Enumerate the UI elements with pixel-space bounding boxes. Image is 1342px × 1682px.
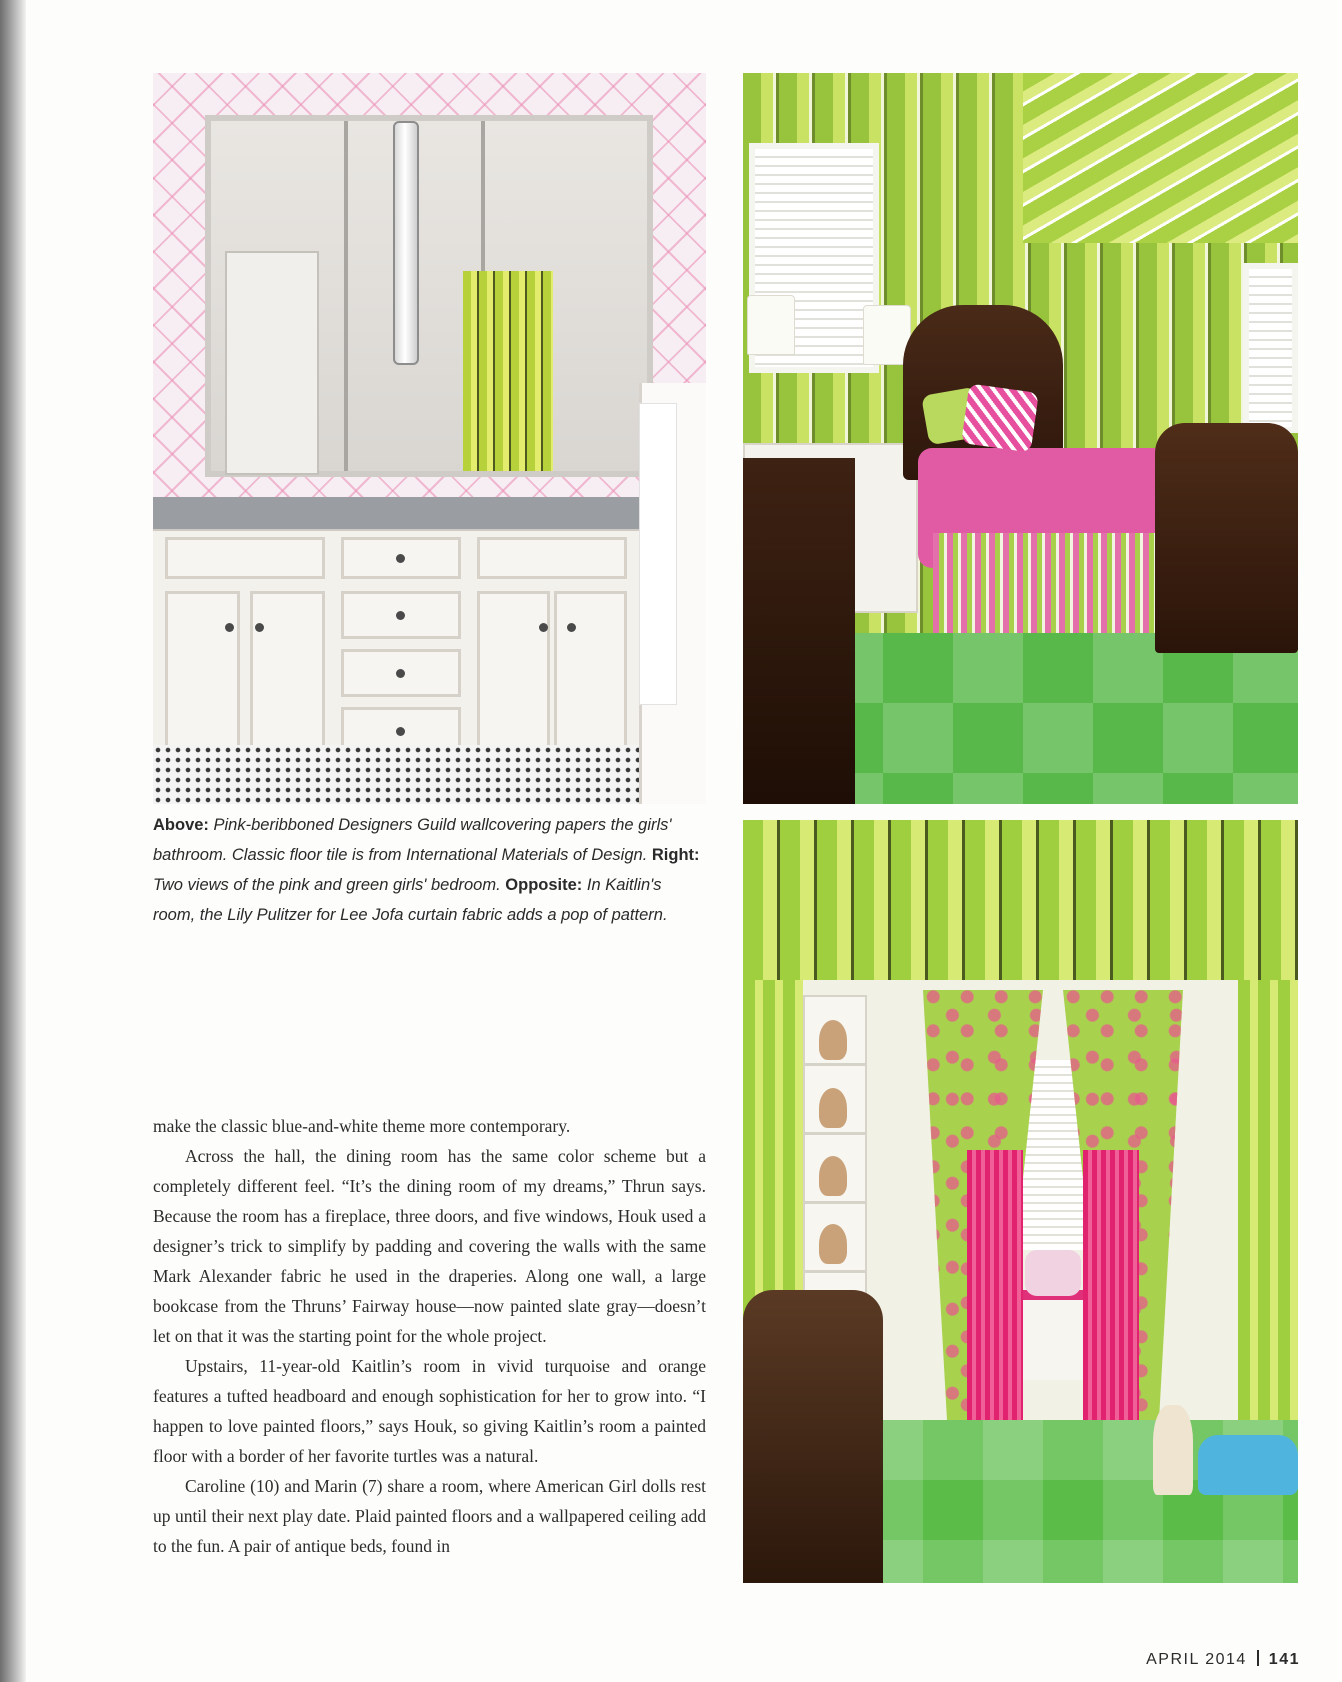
doll	[819, 1224, 847, 1264]
lamp-shade	[747, 295, 795, 355]
toy-horse	[1153, 1405, 1193, 1495]
caption-text-opposite: In Kaitlin's room, the Lily Pulitzer for Lee Jofa curtain fabric adds a pop of pattern.	[153, 876, 668, 924]
knob	[255, 623, 264, 632]
reflected-striped-wall	[463, 271, 553, 471]
knob	[396, 554, 405, 563]
pink-sheer-left	[967, 1150, 1023, 1440]
second-bed-footboard	[743, 458, 855, 804]
folio-divider	[1257, 1650, 1259, 1666]
mirror-divider	[344, 121, 348, 471]
page-number: 141	[1268, 1651, 1300, 1668]
vanity-drawer	[477, 537, 627, 579]
striped-ceiling	[1023, 73, 1298, 243]
antique-bed-end	[743, 1290, 883, 1583]
knob	[396, 727, 405, 736]
knob	[396, 669, 405, 678]
photo-caption	[153, 810, 701, 930]
caption-text-above: Pink-beribboned Designers Guild wallcovering papers the girls' bathroom. Classic floor tile is from International Materials of Design.	[153, 816, 672, 864]
basketweave-tile-floor	[153, 745, 706, 804]
medicine-cabinet-mirror	[205, 115, 653, 477]
vanity-door	[477, 591, 550, 756]
body-paragraph: make the classic blue-and-white theme more contemporary.	[153, 1116, 571, 1136]
pink-sheer-right	[1083, 1150, 1139, 1440]
bathroom-photo	[153, 73, 706, 804]
doll	[819, 1020, 847, 1060]
vanity-door	[165, 591, 240, 756]
doll	[819, 1156, 847, 1196]
vanity-countertop	[153, 497, 639, 529]
striped-ceiling	[743, 820, 1298, 980]
knob	[396, 611, 405, 620]
body-paragraph: Across the hall, the dining room has the same color scheme but a completely different feel. “It’s the dining room of my dreams,” Thrun says. Because the room has a fireplace, three doors, and five windows, Houk used a designer’s trick to simplify by padding and covering the walls with the same Mark Alexander fabric he used in the draperies. Along one wall, a large bookcase from the Thruns’ Fairway house—now painted slate gray—doesn’t let on that it was the starting point for the whole project.	[153, 1146, 706, 1346]
issue-date: APRIL 2014	[1146, 1651, 1247, 1668]
caption-label-right: Right:	[651, 846, 700, 864]
knob	[225, 623, 234, 632]
toy-car	[1198, 1435, 1298, 1495]
striped-wall	[1238, 980, 1298, 1420]
reflected-cabinet	[225, 251, 319, 475]
vanity-drawer	[165, 537, 325, 579]
window-seat	[1013, 1290, 1093, 1380]
knob	[539, 623, 548, 632]
article-body	[153, 1111, 706, 1561]
vanity-door	[250, 591, 325, 756]
knob	[567, 623, 576, 632]
body-paragraph: Caroline (10) and Marin (7) share a room, where American Girl dolls rest up until their next play date. Plaid painted floors and a wallpapered ceiling add to the fun. A pair of antique beds, found in	[153, 1476, 706, 1556]
bedroom-photo-bottom	[743, 820, 1298, 1583]
caption-text-right: Two views of the pink and green girls' bedroom.	[153, 876, 506, 894]
body-paragraph: Upstairs, 11-year-old Kaitlin’s room in vivid turquoise and orange features a tufted headboard and enough sophistication for her to grow into. “I happen to love painted floors,” says Houk, so giving Kaitlin’s room a painted floor with a border of her favorite turtles was a natural.	[153, 1356, 706, 1466]
caption-label-opposite: Opposite:	[505, 876, 583, 894]
caption-label-above: Above:	[153, 816, 209, 834]
antique-footboard	[1155, 423, 1298, 653]
doll	[819, 1088, 847, 1128]
wall-sconce	[393, 121, 419, 365]
shuttered-window	[1243, 263, 1298, 433]
vanity-door	[554, 591, 627, 756]
pink-check-pillow	[961, 383, 1039, 452]
page-folio	[1130, 1650, 1300, 1669]
window-seat-pillow	[1025, 1250, 1081, 1296]
bedroom-photo-top	[743, 73, 1298, 804]
page-spine-shadow	[0, 0, 26, 1682]
hanging-towel	[639, 403, 677, 705]
